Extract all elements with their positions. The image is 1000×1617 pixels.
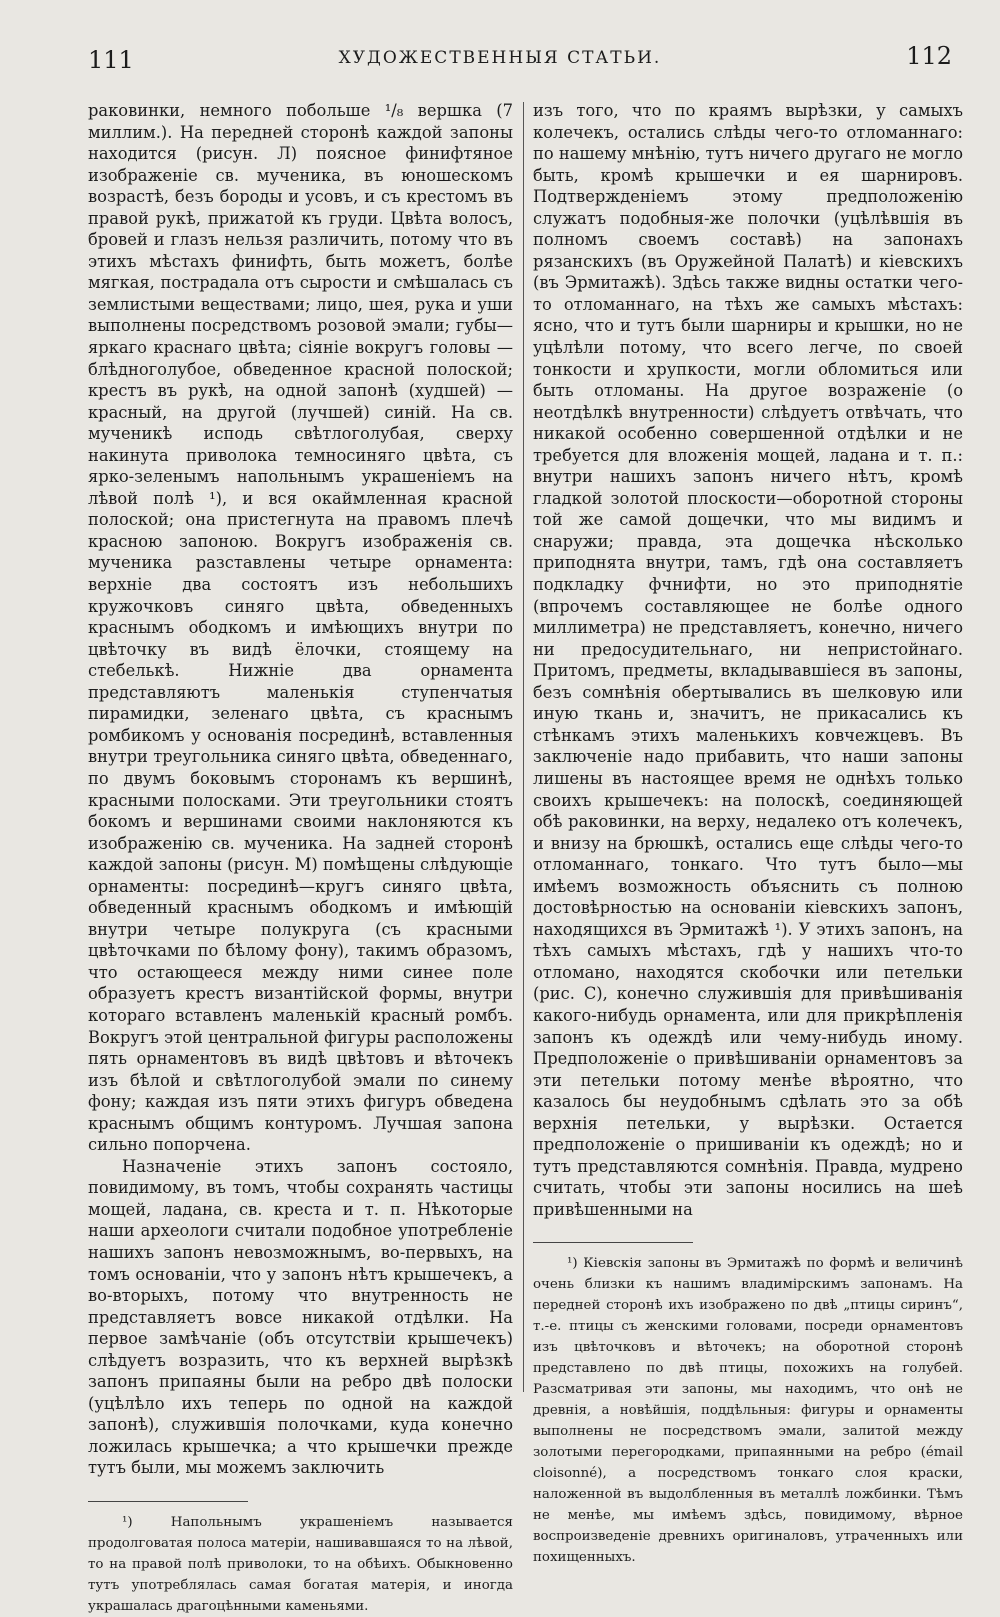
- column-divider: [523, 102, 524, 1392]
- right-footnote: ¹) Кіевскія запоны въ Эрмитажѣ по формѣ и величинѣ очень близки къ нашимъ владимірскимъ запонамъ. На передней сторонѣ ихъ изображено по двѣ „птицы сиринъ“, т.-е. птицы съ женскими головами, посреди орнаментовъ изъ цвѣточковъ и вѣточекъ; на оборотной сторонѣ представлено по двѣ птицы, похожихъ на голубей. Разсматривая эти запоны, мы находимъ, что онѣ не древнія, а новѣйшія, поддѣльныя: фигуры и орнаменты выполнены не посредствомъ эмали, залитой между золотыми перегородками, припаянными на ребро (émail cloisonné), а посредствомъ тонкаго слоя краски, наложенной въ выдолбленныя въ металлѣ ложбинки. Тѣмъ не менѣе, мы имѣемъ здѣсь, повидимому, вѣрное воспроизведеніе древнихъ оригиналовъ, утраченныхъ или похищенныхъ.: [533, 1256, 963, 1566]
- running-title: ХУДОЖЕСТВЕННЫЯ СТАТЬИ.: [338, 48, 662, 68]
- footnote-rule-left: [88, 1501, 248, 1502]
- left-paragraph-2: Назначеніе этихъ запонъ состояло, повидимому, въ томъ, чтобы сохранять частицы мощей, ладана, св. креста и т. п. Нѣкоторые наши археологи считали подобное употребленіе нашихъ запонъ невозможнымъ, во-первыхъ, на томъ основаніи, что у запонъ нѣтъ крышечекъ, а во-вторыхъ, потому что внутренность не представляетъ вовсе никакой отдѣлки. На первое замѣчаніе (объ отсутствіи крышечекъ) слѣдуетъ возразить, что къ верхней вырѣзкѣ запонъ припаяны были на ребро двѣ полоски (уцѣлѣло ихъ теперь по одной на каждой запонѣ), служившія полочками, куда конечно ложилась крышечка; а что крышечки прежде тутъ были, мы можемъ заключить: [88, 1156, 513, 1478]
- left-footnote: ¹) Напольнымъ украшеніемъ называется продолговатая полоса матеріи, нашивавшаяся то на лѣвой, то на правой полѣ приволоки, то на обѣихъ. Обыкновенно тутъ употреблялась самая богатая матерія, и иногда украшалась драгоцѣнными каменьями.: [88, 1515, 513, 1614]
- page-header: [0, 38, 1000, 78]
- right-paragraph-1: изъ того, что по краямъ вырѣзки, у самыхъ колечекъ, остались слѣды чего-то отломаннаго: по нашему мнѣнію, тутъ ничего другаго не могло быть, кромѣ крышечки и ея шарнировъ. Подтвержденіемъ этому предположенію служатъ подобныя-же полочки (уцѣлѣвшія въ полномъ своемъ составѣ) на запонахъ рязанскихъ (въ Оружейной Палатѣ) и кіевскихъ (въ Эрмитажѣ). Здѣсь также видны остатки чего-то отломаннаго, на тѣхъ же самыхъ мѣстахъ: ясно, что и тутъ были шарниры и крышки, но не уцѣлѣли потому, что всего легче, по своей тонкости и хрупкости, могли обломиться или быть отломаны. На другое возраженіе (о неотдѣлкѣ внутренности) слѣдуетъ отвѣчать, что никакой особенно совершенной отдѣлки и не требуется для вложенія мощей, ладана и т. п.: внутри нашихъ запонъ ничего нѣтъ, кромѣ гладкой золотой плоскости—оборотной стороны той же самой дощечки, что мы видимъ и снаружи; правда, эта дощечка нѣсколько приподнята внутри, тамъ, гдѣ она составляетъ подкладку фчнифти, но это приподнятіе (впрочемъ составляющее не болѣе одного миллиметра) не представляетъ, конечно, ничего ни предосудительнаго, ни непристойнаго. Притомъ, предметы, вкладывавшіеся въ запоны, безъ сомнѣнія обертывались въ шелковую или иную ткань и, значитъ, не прикасались къ стѣнкамъ этихъ маленькихъ ковчежцевъ. Въ заключеніе надо прибавить, что наши запоны лишены въ настоящее время не однѣхъ только своихъ крышечекъ: на полоскѣ, соединяющей обѣ раковинки, на верху, недалеко отъ колечекъ, и внизу на брюшкѣ, остались еще слѣды чего-то отломаннаго, тонкаго. Что тутъ было—мы имѣемъ возможность объяснить съ полною достовѣрностью на основаніи кіевскихъ запонъ, находящихся въ Эрмитажѣ ¹). У этихъ запонъ, на тѣхъ самыхъ мѣстахъ, гдѣ у нашихъ что-то отломано, находятся скобочки или петельки (рис. С), конечно служившія для привѣшиванія какого-нибудь орнамента, или для прикрѣпленія запонъ къ одеждѣ или чему-нибудь иному. Предположеніе о привѣшиваніи орнаментовъ за эти петельки потому менѣе вѣроятно, что казалось бы неудобнымъ сдѣлать это за обѣ верхнія петельки, у вырѣзки. Остается предположеніе о пришиваніи къ одеждѣ; но и тутъ представляются сомнѣнія. Правда, мудрено считать, чтобы эти запоны носились на шеѣ привѣшенными на: [533, 101, 963, 1219]
- right-column: [533, 100, 963, 1568]
- footnote-rule-right: [533, 1242, 693, 1243]
- page-number-right: 112: [906, 42, 952, 70]
- left-paragraph-1: раковинки, немного побольше ¹/₈ вершка (7 миллим.). На передней сторонѣ каждой запоны находится (рисун. Л) поясное финифтяное изображеніе св. мученика, въ юношескомъ возрастѣ, безъ бороды и усовъ, и съ крестомъ въ правой рукѣ, прижатой къ груди. Цвѣта волосъ, бровей и глазъ нельзя различить, потому что въ этихъ мѣстахъ финифть, быть можетъ, болѣе мягкая, пострадала отъ сырости и смѣшалась съ землистыми веществами; лицо, шея, рука и уши выполнены посредствомъ розовой эмали; губы—яркаго краснаго цвѣта; сіяніе вокругъ головы —блѣдноголубое, обведенное красной полоской; крестъ въ рукѣ, на одной запонѣ (худшей) — красный, на другой (лучшей) синій. На св. мученикѣ исподь свѣтлоголубая, сверху накинута приволока темносиняго цвѣта, съ ярко-зеленымъ напольнымъ украшеніемъ на лѣвой полѣ ¹), и вся окаймленная красной полоской; она пристегнута на правомъ плечѣ красною запоною. Вокругъ изображенія св. мученика разставлены четыре орнамента: верхніе два состоятъ изъ небольшихъ кружочковъ синяго цвѣта, обведенныхъ краснымъ ободкомъ и имѣющихъ внутри по цвѣточку въ видѣ ёлочки, стоящему на стебелькѣ. Нижніе два орнамента представляютъ маленькія ступенчатыя пирамидки, зеленаго цвѣта, съ краснымъ ромбикомъ у основанія посрединѣ, вставленныя внутри треугольника синяго цвѣта, обведеннаго, по двумъ боковымъ сторонамъ къ вершинѣ, красными полосками. Эти треугольники стоятъ бокомъ и вершинами своими наклоняются къ изображенію св. мученика. На задней сторонѣ каждой запоны (рисун. М) помѣщены слѣдующіе орнаменты: посрединѣ—кругъ синяго цвѣта, обведенный краснымъ ободкомъ и имѣющій внутри четыре полукруга (съ красными цвѣточками по бѣлому фону), такимъ образомъ, что остающееся между ними синее поле образуетъ крестъ византійской формы, внутри котораго вставленъ маленькій красный ромбъ. Вокругъ этой центральной фигуры расположены пять орнаментовъ въ видѣ цвѣтовъ и вѣточекъ изъ бѣлой и свѣтлоголубой эмали по синему фону; каждая изъ пяти этихъ фигуръ обведена краснымъ общимъ контуромъ. Лучшая запона сильно попорчена.: [88, 101, 513, 1155]
- page-number-left: 111: [88, 46, 134, 74]
- left-column: [88, 100, 513, 1617]
